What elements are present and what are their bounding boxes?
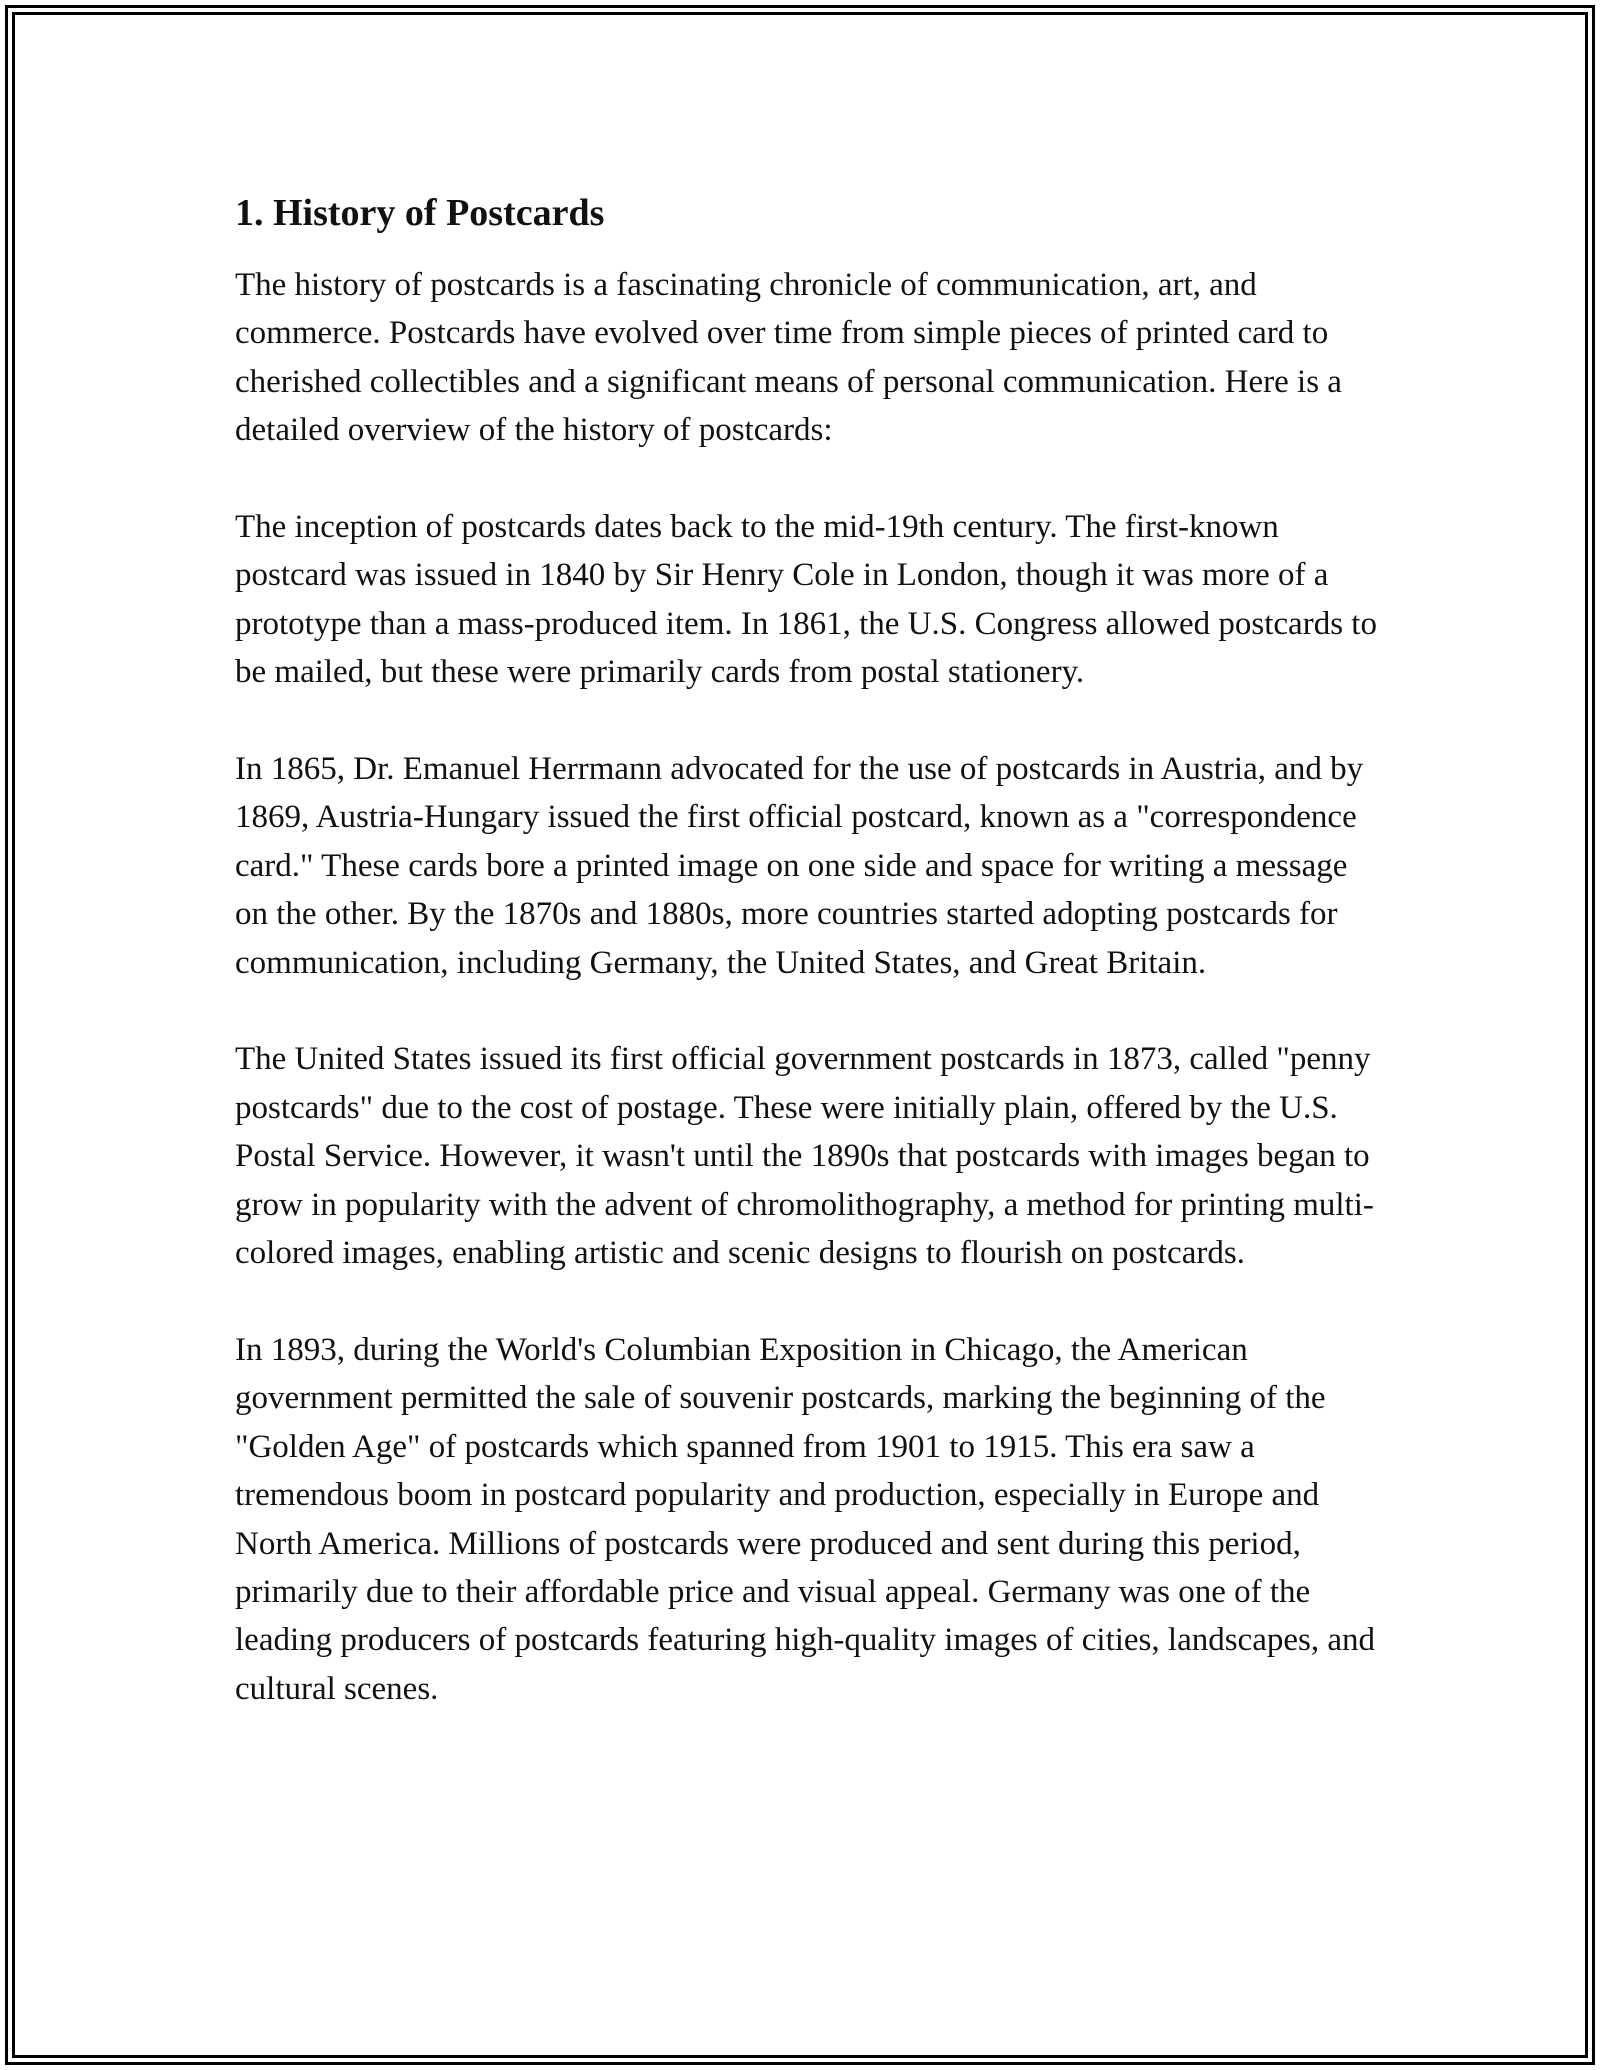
paragraph-inception: The inception of postcards dates back to the mid-19th century. The first-known postcard was issued in 1840 by Sir Henry Cole in London, though it was more of a prototype than a mass-produced item. In 1861, the U.S. Congress allowed postcards to be mailed, but these were primarily cards from postal stationery.: [235, 509, 1377, 691]
paragraph-golden-age: In 1893, during the World's Columbian Exposition in Chicago, the American government permitted the sale of souvenir postcards, marking the beginning of the "Golden Age" of postcards which spanned from 1901 to 1915. This era saw a tremendous boom in postcard popularity and production, especially in Europe and North America. Millions of postcards were produced and sent during this period, primarily due to their affordable price and visual appeal. Germany was one of the leading producers of postcards featuring high-quality images of cities, landscapes, and cultural scenes.: [235, 1331, 1375, 1707]
paragraph-united-states: The United States issued its first official government postcards in 1873, called "penny postcards" due to the cost of postage. These were initially plain, offered by the U.S. Postal Service. However, it wasn't until the 1890s that postcards with images began to grow in popularity with the advent of chromolithography, a method for printing multi-colored images, enabling artistic and scenic designs to flourish on postcards.: [235, 1041, 1374, 1272]
paragraph-intro: The history of postcards is a fascinating chronicle of communication, art, and commerce. Postcards have evolved over time from simple pieces of printed card to cherished collectibles and a significant means of personal communication. Here is a detailed overview of the history of postcards:: [235, 267, 1342, 449]
paragraph-austria: In 1865, Dr. Emanuel Herrmann advocated for the use of postcards in Austria, and by 1869, Austria-Hungary issued the first official postcard, known as a "correspondence card." These cards bore a printed image on one side and space for writing a message on the other. By the 1870s and 1880s, more countries started adopting postcards for communication, including Germany, the United States, and Great Britain.: [235, 751, 1364, 981]
section-heading: 1. History of Postcards: [235, 192, 605, 234]
document-page: [235, 185, 1385, 1762]
